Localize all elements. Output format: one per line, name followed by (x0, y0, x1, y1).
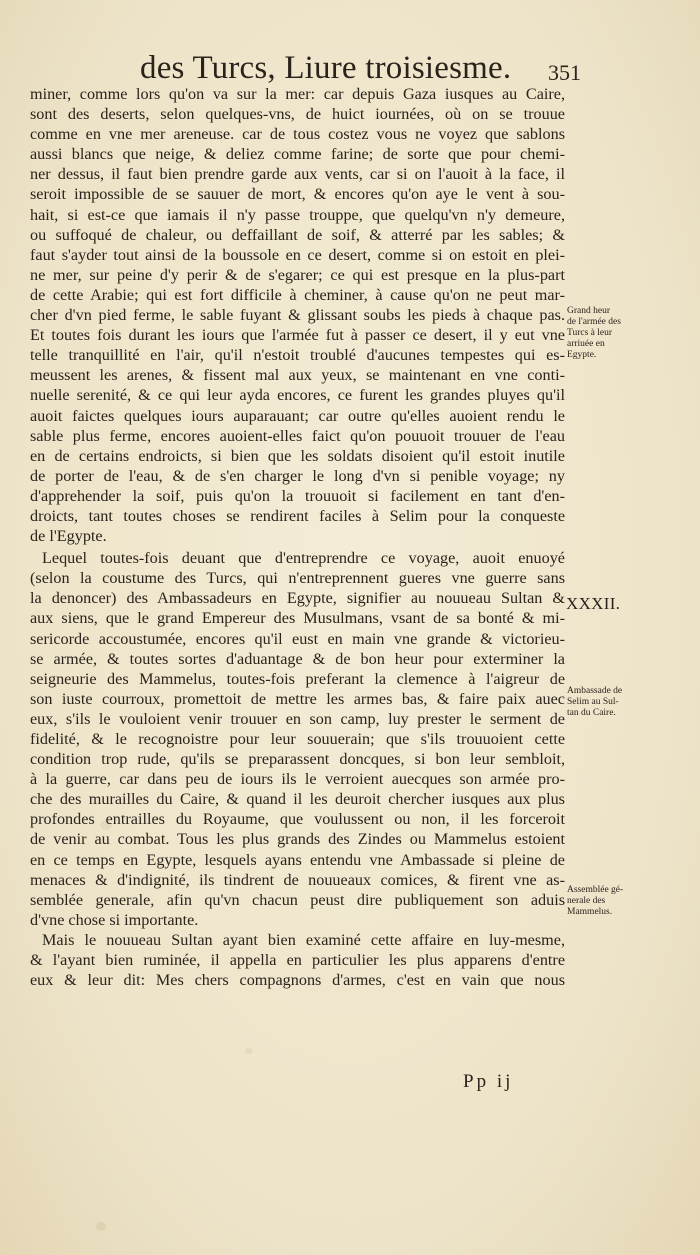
text-line: de cette Arabie; qui est fort difficile à cheminer, à cause qu'on ne peut mar- (30, 285, 565, 304)
margin-note-line: de l'armée des (567, 317, 621, 327)
text-line: che des murailles du Caire, & quand il les deuroit chercher iusques aux plus (30, 790, 565, 809)
main-text (30, 84, 565, 990)
text-line: aussi blancs que neige, & deliez comme farine; de sorte que pour chemi- (30, 145, 565, 164)
margin-note-line: Selim au Sul- (567, 697, 619, 707)
margin-note-line: tan du Caire. (567, 708, 616, 718)
text-line: de venir au combat. Tous les plus grands des Zindes ou Mammelus estoient (30, 830, 565, 849)
text-line: comme en vne mer areneuse. car de tous costez vous ne voyez que sablons (30, 125, 565, 144)
margin-note-ambassade (567, 686, 697, 719)
text-line: de l'Egypte. (30, 527, 107, 546)
text-line: Mais le nouueau Sultan ayant bien examiné cette affaire en luy-mesme, (42, 930, 565, 949)
paper-stain (96, 1222, 106, 1231)
text-line: (selon la coustume des Turcs, qui n'entreprennent gueres vne guerre sans (30, 569, 565, 588)
text-line: son iuste courroux, promettoit de mettre les armes bas, & faire paix auec (30, 689, 565, 708)
text-line: meussent les arenes, & fissent mal aux yeux, se maintenant en vne conti- (30, 366, 565, 385)
margin-note-line: Egypte. (567, 350, 597, 360)
text-line: en ce temps en Egypte, lesquels ayans entendu vne Ambassade si pleine de (30, 850, 565, 869)
margin-note-line: nerale des (567, 896, 606, 906)
running-title: des Turcs, Liure troisiesme. (140, 50, 512, 86)
text-line: telle tranquillité en l'air, qu'il n'estoit troublé d'aucunes tempestes qui es- (30, 346, 565, 365)
margin-note-grand-heur (567, 306, 697, 361)
text-line: la denoncer) des Ambassadeurs en Egypte, signifier au nouueau Sultan & (30, 589, 565, 608)
margin-note-line: Ambassade de (567, 686, 623, 696)
margin-note-line: Assemblée gé- (567, 885, 624, 895)
text-line: hait, si est-ce que iamais il n'y passe trouppe, que quelqu'vn n'y demeure, (30, 205, 565, 224)
text-line: sable plus ferme, encores auoient-elles faict qu'on pouuoit trouuer de l'eau (30, 426, 565, 445)
margin-note-line: arriuée en (567, 339, 605, 349)
text-line: à la guerre, car dans peu de iours ils le verroient auecques son armée pro- (30, 770, 565, 789)
text-line: se armée, & toutes sortes d'aduantage & de bon heur pour exterminer la (30, 649, 565, 668)
text-line: auoit faictes quelques iours auparauant; car outre qu'elles auoient rendu le (30, 406, 565, 425)
text-line: d'apprehender la soif, puis qu'on la trouuoit si facilement en tant d'en- (30, 486, 565, 505)
text-line: Lequel toutes-fois deuant que d'entreprendre ce voyage, auoit enuoyé (42, 549, 565, 568)
text-line: menaces & d'indignité, ils tindrent de nouueaux comices, & firent vne as- (30, 870, 565, 889)
text-line: droicts, tant toutes choses se rendirent faciles à Selim pour la conqueste (30, 506, 565, 525)
text-line: nuelle serenité, & ce qui leur ayda encores, ce furent les grandes pluyes qu'il (30, 386, 565, 405)
text-line: miner, comme lors qu'on va sur la mer: car depuis Gaza iusques au Caire, (30, 85, 565, 103)
text-line: eux, s'ils le vouloient venir trouuer en son camp, luy prester le serment de (30, 709, 565, 728)
section-number: XXXII. (566, 594, 621, 613)
text-line: fidelité, & le recognoistre pour leur souuerain; que s'ils trouuoient cette (30, 730, 565, 748)
text-line: eux & leur dit: Mes chers compagnons d'armes, c'est en vain que nous (30, 971, 565, 990)
text-line: en de certains endroicts, si bien que les soldats disoient qu'il estoit inutile (30, 446, 565, 465)
text-line: & l'ayant bien ruminée, il appella en particulier les plus apparens d'entre (30, 951, 565, 970)
text-line: faut s'ayder tout ainsi de la boussole en ce desert, comme si on estoit en plei- (30, 245, 565, 264)
text-line: aux siens, que le grand Empereur des Musulmans, vsant de sa bonté & mi- (30, 609, 565, 628)
signature-mark: Pp ij (463, 1071, 514, 1092)
text-line: de porter de l'eau, & de s'en charger le long d'vn si penible voyage; ny (30, 466, 565, 485)
margin-note-line: Grand heur (567, 306, 610, 316)
margin-note-line: Mammelus. (567, 907, 613, 917)
text-line: sont des deserts, selon quelques-vns, de huict iournées, où on se trouue (30, 105, 565, 124)
text-line: seroit impossible de se sauuer de mort, & encores qu'on aye le vent à sou- (30, 185, 565, 204)
text-line: profondes entrailles du Royaume, que voulussent ou non, il les forceroit (30, 810, 565, 829)
paper-stain (245, 1048, 253, 1054)
text-line: sericorde accoustumée, encores qu'il eust en main vne grande & victorieu- (30, 629, 565, 648)
text-line: cher d'vn pied ferme, le sable fuyant & glissant soubs les pieds à chaque pas. (30, 306, 565, 325)
text-line: condition trop rude, qu'ils se preparassent doncques, si bon leur sembloit, (30, 750, 565, 769)
text-line: d'vne chose si importante. (30, 910, 199, 929)
text-line: semblée generale, afin qu'vn chacun peust dire publiquement son aduis (30, 890, 565, 909)
text-line: seigneurie des Mammelus, toutes-fois preferant la clemence à l'aigreur de (30, 669, 565, 688)
text-line: Et toutes fois durant les iours que l'armée fut à passer ce desert, il y eut vne (30, 326, 565, 345)
text-line: ner dessus, il faut bien prendre garde aux vents, car si on l'auoit à la face, il (30, 165, 565, 184)
text-line: ne mer, sur peine d'y perir & de s'egarer; ce qui est presque en la plus-part (30, 265, 565, 284)
margin-note-line: Turcs à leur (567, 328, 613, 338)
margin-note-assemblee (567, 885, 697, 918)
text-line: ou suffoqué de chaleur, ou deffaillant de soif, & atterré par les sables; & (30, 225, 565, 244)
page-number: 351 (548, 60, 581, 85)
